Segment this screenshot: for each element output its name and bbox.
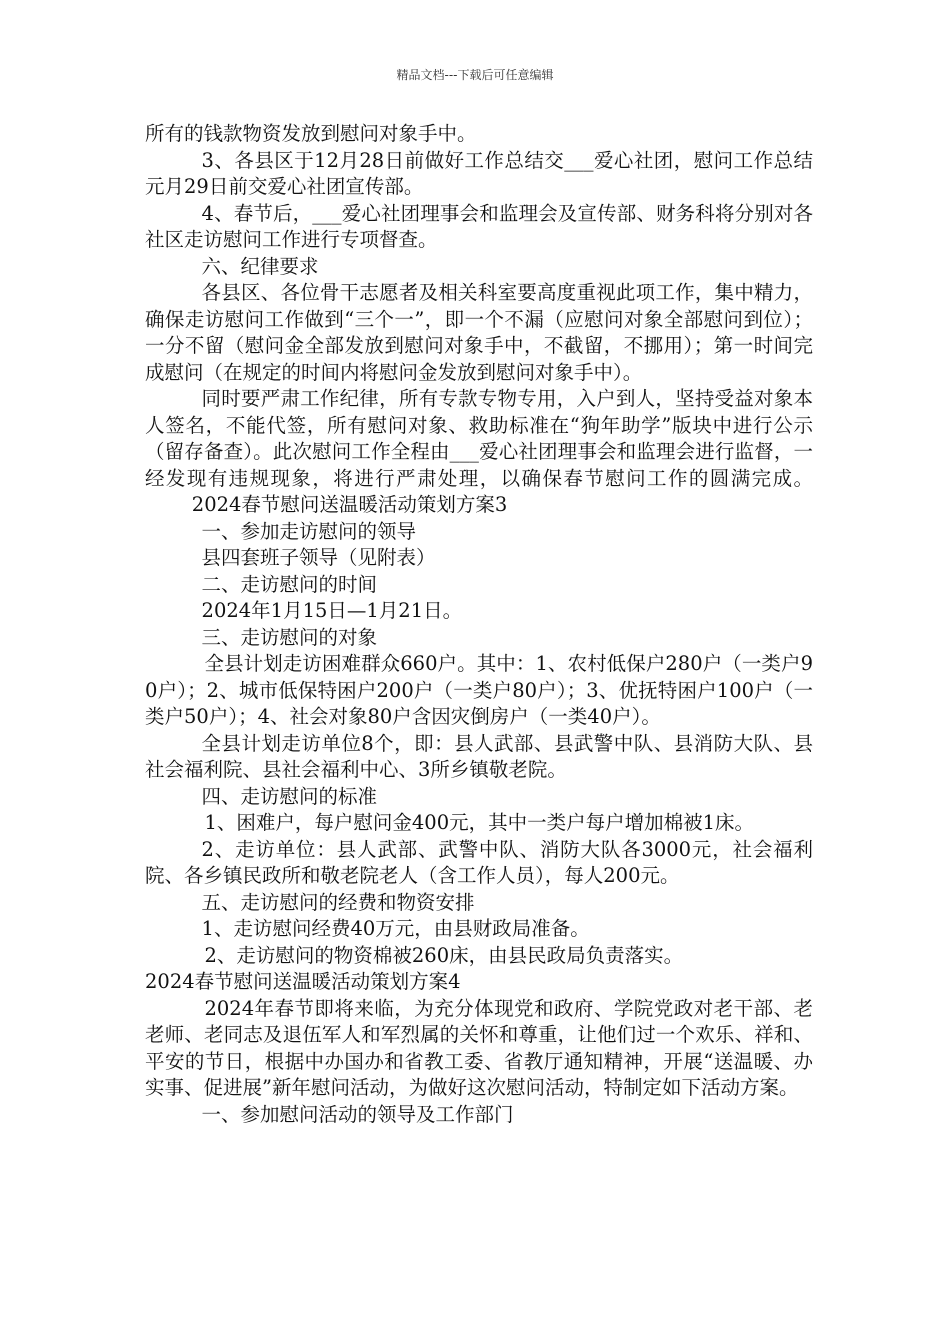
section-heading-standards: 四、走访慰问的标准 [201, 784, 378, 808]
paragraph-2: 3、各县区于12月28日前做好工作总结交___爱心社团，慰问工作总结元月29日前交爱心社团宣传部。 [145, 148, 813, 198]
paragraph-6-body: 同时要严肃工作纪律，所有专款专物专用，入户到人，坚持受益对象本人签名，不能代签，所有慰问对象、救助标准在“狗年助学”版块中进行公示（留存备查）。此次慰问工作全程由___爱心社团理事会和监理会进行监督，一经发现有违规现象，将进行严肃处理，以确保春节慰问工作的圆满完成。 [145, 387, 813, 490]
plan-3-title: 2024春节慰问送温暖活动策划方案3 [191, 493, 508, 516]
section-heading-discipline: 六、纪律要求 [201, 254, 319, 278]
paragraph-19: 2、走访慰问的物资棉被260床，由县民政局负责落实。 [204, 943, 684, 967]
paragraph-1: 所有的钱款物资发放到慰问对象手中。 [145, 122, 477, 145]
section-heading-funding: 五、走访慰问的经费和物资安排 [201, 890, 475, 914]
paragraph-3: 4、春节后，___爱心社团理事会和监理会及宣传部、财务科将分别对各社区走访慰问工作进行专项督查。 [145, 201, 813, 251]
paragraph-5: 各县区、各位骨干志愿者及相关科室要高度重视此项工作，集中精力，确保走访慰问工作做到“三个一”，即一个不漏（应慰问对象全部慰问到位）；一分不留（慰问金全部发放到慰问对象手中，不截留，不挪用）；第一时间完成慰问（在规定的时间内将慰问金发放到慰问对象手中）。 [145, 281, 813, 384]
plan-4-title: 2024春节慰问送温暖活动策划方案4 [145, 970, 461, 993]
paragraph-16: 2、走访单位：县人武部、武警中队、消防大队各3000元，社会福利院、各乡镇民政所和敬老院老人（含工作人员），每人200元。 [145, 837, 813, 887]
section-heading-time: 二、走访慰问的时间 [201, 572, 378, 596]
section-heading-leaders: 一、参加走访慰问的领导 [201, 519, 417, 543]
paragraph-12: 全县计划走访困难群众660户。其中：1、农村低保户280户（一类户90户）；2、城市低保特困户200户（一类户80户）；3、优抚特困户100户（一类户50户）；4、社会对象80户含因灾倒房户（一类40户）。 [145, 652, 813, 728]
paragraph-8: 县四套班子领导（见附表） [201, 546, 436, 569]
paragraph-13: 全县计划走访单位8个，即：县人武部、县武警中队、县消防大队、县社会福利院、县社会福利中心、3所乡镇敬老院。 [145, 731, 813, 781]
section-heading-participants: 一、参加慰问活动的领导及工作部门 [201, 1102, 514, 1126]
page-header: 精品文档---下载后可任意编辑 [396, 68, 554, 82]
paragraph-10: 2024年1月15日—1月21日。 [201, 599, 463, 622]
document-body [145, 121, 813, 1128]
paragraph-21: 2024年春节即将来临，为充分体现党和政府、学院党政对老干部、老老师、老同志及退伍军人和军烈属的关怀和尊重，让他们过一个欢乐、祥和、平安的节日，根据中办国办和省教工委、省教厅通知精神，开展“送温暖、办实事、促进展”新年慰问活动，为做好这次慰问活动，特制定如下活动方案。 [145, 996, 813, 1099]
paragraph-15: 1、困难户，每户慰问金400元，其中一类户每户增加棉被1床。 [204, 811, 755, 834]
paragraph-6 [145, 386, 813, 519]
section-heading-targets: 三、走访慰问的对象 [201, 625, 378, 649]
paragraph-18: 1、走访慰问经费40万元，由县财政局准备。 [201, 917, 590, 940]
